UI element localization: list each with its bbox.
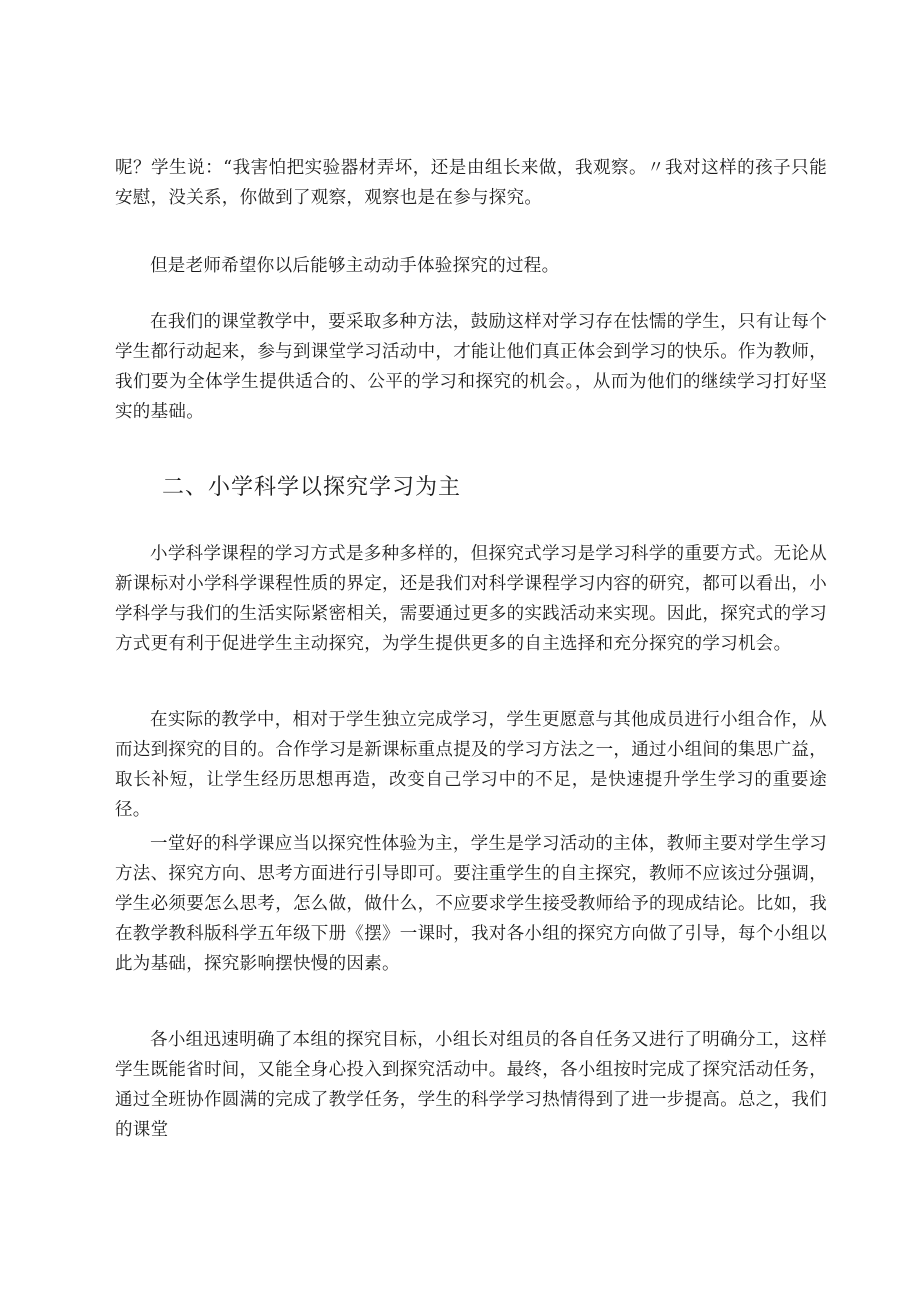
paragraph-6: 一堂好的科学课应当以探究性体验为主，学生是学习活动的主体，教师主要对学生学习方法、探究方向、思考方面进行引导即可。要注重学生的自主探究，教师不应该过分强调，学生必须要怎么思考，怎么做，做什么，不应要求学生接受教师给予的现成结论。比如，我在教学教科版科学五年级下册《摆》一课时，我对各小组的探究方向做了引导，每个小组以此为基础，探究影响摆快慢的因素。 bbox=[115, 834, 827, 974]
paragraph-2: 但是老师希望你以后能够主动动手体验探究的过程。 bbox=[150, 256, 560, 276]
paragraph-5: 在实际的教学中，相对于学生独立完成学习，学生更愿意与其他成员进行小组合作，从而达到探究的目的。合作学习是新课标重点提及的学习方法之一，通过小组间的集思广益，取长补短，让学生经历思想再造，改变自己学习中的不足，是快速提升学生学习的重要途径。 bbox=[115, 710, 827, 820]
paragraph-4: 小学科学课程的学习方式是多种多样的，但探究式学习是学习科学的重要方式。无论从新课标对小学科学课程性质的界定，还是我们对科学课程学习内容的研究，都可以看出，小学科学与我们的生活实际紧密相关，需要通过更多的实践活动来实现。因此，探究式的学习方式更有利于促进学生主动探究，为学生提供更多的自主选择和充分探究的学习机会。 bbox=[115, 544, 827, 654]
paragraph-3: 在我们的课堂教学中，要采取多种方法，鼓励这样对学习存在怯懦的学生，只有让每个学生都行动起来，参与到课堂学习活动中，才能让他们真正体会到学习的快乐。作为教师，我们要为全体学生提供适合的、公平的学习和探究的机会。，从而为他们的继续学习打好坚实的基础。 bbox=[115, 312, 827, 422]
paragraph-7: 各小组迅速明确了本组的探究目标，小组长对组员的各自任务又进行了明确分工，这样学生既能省时间，又能全身心投入到探究活动中。最终，各小组按时完成了探究活动任务，通过全班协作圆满的完成了教学任务，学生的科学学习热情得到了进一步提高。总之，我们的课堂 bbox=[115, 1030, 827, 1140]
paragraph-1: 呢？学生说：“我害怕把实验器材弄坏，还是由组长来做，我观察。〃我对这样的孩子只能安慰，没关系，你做到了观察，观察也是在参与探究。 bbox=[115, 158, 827, 208]
section-heading: 二、小学科学以探究学习为主 bbox=[162, 475, 462, 500]
